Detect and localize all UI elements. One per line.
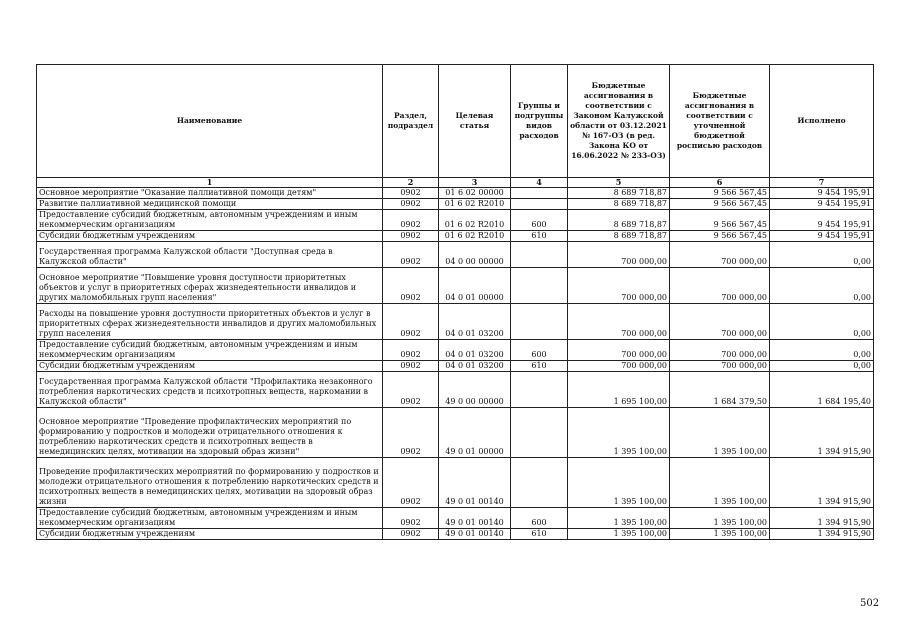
row-group — [511, 242, 568, 268]
table-body — [37, 178, 874, 540]
header-name: Наименование — [37, 65, 383, 178]
row-section: 0902 — [383, 210, 439, 231]
row-section: 0902 — [383, 199, 439, 210]
column-number-row — [37, 178, 874, 188]
column-number: 7 — [770, 178, 874, 188]
budget-table — [36, 64, 874, 540]
row-name: Основное мероприятие "Оказание паллиативной помощи детям" — [37, 188, 383, 199]
row-executed: 1 394 915,90 — [770, 508, 874, 529]
table-row — [37, 408, 874, 458]
row-group: 610 — [511, 529, 568, 540]
column-number: 5 — [568, 178, 670, 188]
table-row — [37, 242, 874, 268]
header-section: Раздел, подраздел — [383, 65, 439, 178]
row-section: 0902 — [383, 268, 439, 304]
column-number: 2 — [383, 178, 439, 188]
row-allocation-refined: 700 000,00 — [670, 242, 770, 268]
table-row — [37, 199, 874, 210]
row-executed: 0,00 — [770, 361, 874, 372]
row-allocation-refined: 700 000,00 — [670, 304, 770, 340]
row-name: Предоставление субсидий бюджетным, автономным учреждениям и иным некоммерческим организациям — [37, 210, 383, 231]
row-section: 0902 — [383, 361, 439, 372]
row-name: Субсидии бюджетным учреждениям — [37, 361, 383, 372]
row-allocation-refined: 9 566 567,45 — [670, 199, 770, 210]
row-group: 610 — [511, 231, 568, 242]
row-name: Предоставление субсидий бюджетным, автономным учреждениям и иным некоммерческим организациям — [37, 340, 383, 361]
row-allocation-law: 1 395 100,00 — [568, 529, 670, 540]
row-section: 0902 — [383, 529, 439, 540]
row-allocation-refined: 700 000,00 — [670, 340, 770, 361]
table-row — [37, 372, 874, 408]
row-section: 0902 — [383, 188, 439, 199]
row-allocation-law: 8 689 718,87 — [568, 188, 670, 199]
row-allocation-refined: 9 566 567,45 — [670, 210, 770, 231]
row-section: 0902 — [383, 508, 439, 529]
row-executed: 1 394 915,90 — [770, 458, 874, 508]
row-target: 49 0 01 00140 — [439, 508, 511, 529]
table-row — [37, 529, 874, 540]
row-allocation-refined: 1 395 100,00 — [670, 508, 770, 529]
row-group: 600 — [511, 340, 568, 361]
row-allocation-law: 700 000,00 — [568, 242, 670, 268]
row-executed: 1 394 915,90 — [770, 408, 874, 458]
row-allocation-refined: 700 000,00 — [670, 268, 770, 304]
row-target: 01 6 02 R2010 — [439, 231, 511, 242]
row-name: Государственная программа Калужской области "Доступная среда в Калужской области" — [37, 242, 383, 268]
row-allocation-law: 700 000,00 — [568, 340, 670, 361]
header-row — [37, 65, 874, 178]
row-executed: 0,00 — [770, 304, 874, 340]
row-executed: 1 684 195,40 — [770, 372, 874, 408]
table-row — [37, 268, 874, 304]
row-allocation-law: 8 689 718,87 — [568, 210, 670, 231]
row-name: Предоставление субсидий бюджетным, автономным учреждениям и иным некоммерческим организациям — [37, 508, 383, 529]
row-allocation-law: 700 000,00 — [568, 361, 670, 372]
row-target: 49 0 01 00000 — [439, 408, 511, 458]
row-group — [511, 372, 568, 408]
column-number: 4 — [511, 178, 568, 188]
row-name: Субсидии бюджетным учреждениям — [37, 529, 383, 540]
row-name: Расходы на повышение уровня доступности приоритетных объектов и услуг в приоритетных сферах жизнедеятельности инвалидов и других маломобильных групп населения — [37, 304, 383, 340]
row-group — [511, 304, 568, 340]
row-allocation-law: 700 000,00 — [568, 268, 670, 304]
table-row — [37, 210, 874, 231]
row-target: 04 0 01 03200 — [439, 340, 511, 361]
row-group: 600 — [511, 210, 568, 231]
row-target: 49 0 01 00140 — [439, 529, 511, 540]
row-name: Основное мероприятие "Проведение профилактических мероприятий по формированию у подростков и молодежи отрицательного отношения к потреблению наркотических средств и психотропных веществ в немедицинских целях, мотивации на здоровый образ жизни" — [37, 408, 383, 458]
row-name: Развитие паллиативной медицинской помощи — [37, 199, 383, 210]
row-target: 49 0 00 00000 — [439, 372, 511, 408]
row-allocation-refined: 1 395 100,00 — [670, 408, 770, 458]
table-row — [37, 361, 874, 372]
row-allocation-refined: 1 395 100,00 — [670, 458, 770, 508]
row-allocation-law: 1 695 100,00 — [568, 372, 670, 408]
row-name: Субсидии бюджетным учреждениям — [37, 231, 383, 242]
row-section: 0902 — [383, 408, 439, 458]
row-target: 49 0 01 00140 — [439, 458, 511, 508]
row-name: Основное мероприятие "Повышение уровня доступности приоритетных объектов и услуг в приоритетных сферах жизнедеятельности инвалидов и других маломобильных групп населения" — [37, 268, 383, 304]
row-target: 04 0 01 03200 — [439, 361, 511, 372]
table-row — [37, 340, 874, 361]
row-allocation-refined: 9 566 567,45 — [670, 231, 770, 242]
header-allocations-refined: Бюджетные ассигнования в соответствии с уточненной бюджетной росписью расходов — [670, 65, 770, 178]
row-group — [511, 268, 568, 304]
row-target: 04 0 01 03200 — [439, 304, 511, 340]
table-row — [37, 231, 874, 242]
row-executed: 0,00 — [770, 268, 874, 304]
header-allocations-law: Бюджетные ассигнования в соответствии с Законом Калужской области от 03.12.2021 № 167-ОЗ (в ред. Закона КО от 16.06.2022 № 233-ОЗ) — [568, 65, 670, 178]
header-groups: Группы и подгруппы видов расходов — [511, 65, 568, 178]
column-number: 1 — [37, 178, 383, 188]
row-name: Государственная программа Калужской области "Профилактика незаконного потребления наркотических средств и психотропных веществ, наркомании в Калужской области" — [37, 372, 383, 408]
row-group — [511, 408, 568, 458]
row-executed: 9 454 195,91 — [770, 188, 874, 199]
row-group — [511, 458, 568, 508]
row-executed: 9 454 195,91 — [770, 199, 874, 210]
row-section: 0902 — [383, 242, 439, 268]
row-allocation-law: 1 395 100,00 — [568, 408, 670, 458]
column-number: 6 — [670, 178, 770, 188]
row-executed: 0,00 — [770, 340, 874, 361]
column-number: 3 — [439, 178, 511, 188]
row-allocation-law: 8 689 718,87 — [568, 199, 670, 210]
row-group — [511, 199, 568, 210]
row-allocation-law: 8 689 718,87 — [568, 231, 670, 242]
row-name: Проведение профилактических мероприятий по формированию у подростков и молодежи отрицательного отношения к потреблению наркотических средств и психотропных веществ в немедицинских целях, мотивации на здоровый образ жизни — [37, 458, 383, 508]
row-section: 0902 — [383, 372, 439, 408]
row-executed: 9 454 195,91 — [770, 210, 874, 231]
row-allocation-refined: 1 395 100,00 — [670, 529, 770, 540]
row-executed: 1 394 915,90 — [770, 529, 874, 540]
row-group: 610 — [511, 361, 568, 372]
header-target: Целевая статья — [439, 65, 511, 178]
row-target: 01 6 02 00000 — [439, 188, 511, 199]
row-allocation-law: 700 000,00 — [568, 304, 670, 340]
row-allocation-law: 1 395 100,00 — [568, 508, 670, 529]
page-number: 502 — [860, 598, 880, 609]
row-executed: 9 454 195,91 — [770, 231, 874, 242]
row-executed: 0,00 — [770, 242, 874, 268]
header-executed: Исполнено — [770, 65, 874, 178]
table-row — [37, 458, 874, 508]
table-row — [37, 508, 874, 529]
row-group: 600 — [511, 508, 568, 529]
row-target: 01 6 02 R2010 — [439, 199, 511, 210]
row-allocation-law: 1 395 100,00 — [568, 458, 670, 508]
table-row — [37, 304, 874, 340]
row-target: 04 0 00 00000 — [439, 242, 511, 268]
row-target: 04 0 01 00000 — [439, 268, 511, 304]
table-row — [37, 188, 874, 199]
row-target: 01 6 02 R2010 — [439, 210, 511, 231]
row-allocation-refined: 9 566 567,45 — [670, 188, 770, 199]
row-allocation-refined: 700 000,00 — [670, 361, 770, 372]
row-section: 0902 — [383, 304, 439, 340]
row-allocation-refined: 1 684 379,50 — [670, 372, 770, 408]
row-group — [511, 188, 568, 199]
row-section: 0902 — [383, 340, 439, 361]
row-section: 0902 — [383, 458, 439, 508]
row-section: 0902 — [383, 231, 439, 242]
